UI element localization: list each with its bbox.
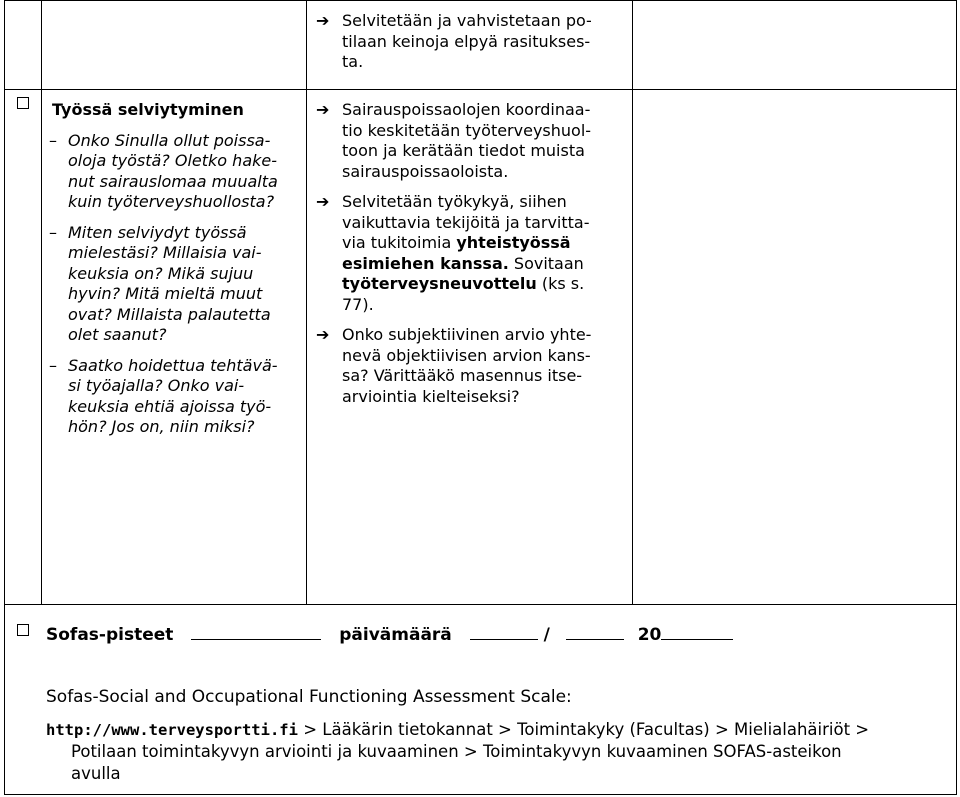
note-emphasis: työterveysneuvottelu	[342, 274, 537, 293]
date-month-field[interactable]	[566, 625, 624, 640]
note-text: via tukitoimia	[342, 233, 457, 252]
note-item	[316, 100, 628, 182]
year-field[interactable]	[661, 625, 733, 640]
question-item	[49, 223, 302, 346]
reference-line: avulla	[71, 764, 121, 783]
date-day-field[interactable]	[470, 625, 538, 640]
column-divider-3	[632, 0, 633, 604]
question-line: keuksia ehtiä ajoissa työ-	[68, 396, 272, 416]
top-note	[316, 11, 626, 73]
note-line: Selvitetään työkykyä, siihen	[342, 192, 567, 211]
dash-icon: –	[49, 222, 57, 242]
question-line: ovat? Millaista palautetta	[68, 304, 271, 324]
reference-line: Potilaan toimintakyvyn arviointi ja kuvaaminen > Toimintakyvyn kuvaaminen SOFAS-asteikon	[71, 742, 842, 761]
arrow-icon: ➔	[316, 100, 330, 119]
question-line: Miten selviydyt työssä	[68, 222, 247, 242]
note-line: arviointia kielteiseksi?	[342, 386, 520, 406]
question-item	[49, 131, 302, 213]
year-prefix: 20	[637, 625, 662, 645]
question-line: oloja työstä? Oletko hake-	[68, 151, 278, 170]
top-note-line: ta.	[342, 52, 364, 71]
dash-icon: –	[49, 355, 57, 375]
date-label: päivämäärä	[339, 625, 452, 645]
section1-title: Työssä selviytyminen	[52, 100, 244, 119]
sofas-score-row	[46, 624, 946, 646]
question-line: kuin työterveyshuollosta?	[68, 192, 275, 211]
column-divider-2	[306, 0, 307, 604]
reference-url[interactable]: http://www.terveysportti.fi	[46, 721, 298, 739]
note-line: toon ja kerätään tiedot muista	[342, 141, 585, 160]
section1-checkbox[interactable]	[17, 97, 29, 109]
reference-path	[46, 719, 951, 785]
question-line: olet saanut?	[68, 325, 167, 344]
note-emphasis: yhteistyössä	[456, 233, 571, 252]
top-note-line: tilaan keinoja elpyä rasitukses-	[342, 31, 591, 51]
note-line: 77).	[342, 294, 374, 314]
reference-text: > Lääkärin tietokannat > Toimintakyky (Facultas) > Mielialahäiriöt >	[297, 720, 870, 739]
column-divider-1	[41, 0, 42, 604]
question-item	[49, 356, 302, 438]
top-note-line: Selvitetään ja vahvistetaan po-	[342, 11, 592, 30]
question-line: si työajalla? Onko vai-	[68, 376, 245, 395]
note-text: (ks s.	[536, 274, 585, 293]
arrow-icon: ➔	[316, 11, 330, 30]
note-line: tio keskitetään työterveyshuol-	[342, 120, 592, 140]
sofas-score-label: Sofas-pisteet	[46, 625, 174, 645]
note-line	[342, 274, 628, 295]
note-item	[316, 192, 628, 315]
row-divider-1	[4, 89, 957, 90]
note-line: Sairauspoissaolojen koordinaa-	[342, 100, 591, 119]
note-line: sairauspoissaoloista.	[342, 161, 509, 181]
question-line: Saatko hoidettua tehtävä-	[68, 355, 278, 375]
question-line: keuksia on? Mikä sujuu	[68, 263, 254, 283]
note-text: Sovitaan	[508, 253, 584, 273]
note-line: sa? Värittääkö masennus itse-	[342, 366, 583, 385]
sofas-score-field[interactable]	[191, 625, 321, 640]
question-line: nut sairauslomaa muualta	[68, 171, 278, 191]
section1-notes	[316, 100, 628, 407]
date-separator: /	[543, 625, 550, 645]
note-line: Onko subjektiivinen arvio yhte-	[342, 325, 592, 344]
scale-name: Sofas-Social and Occupational Functioning Assessment Scale:	[46, 687, 572, 707]
row-divider-2	[4, 604, 957, 605]
note-emphasis: esimiehen kanssa.	[342, 253, 509, 273]
section1-questions	[49, 100, 302, 438]
note-line	[342, 254, 628, 275]
note-line: nevä objektiivisen arvion kans-	[342, 345, 591, 365]
reference-line	[46, 719, 951, 741]
arrow-icon: ➔	[316, 325, 330, 344]
question-line: hyvin? Mitä mieltä muut	[68, 284, 263, 303]
question-line: mielestäsi? Millaisia vai-	[68, 243, 262, 262]
question-line: Onko Sinulla ollut poissa-	[68, 130, 271, 150]
question-line: hön? Jos on, niin miksi?	[68, 417, 255, 436]
note-item	[316, 325, 628, 407]
section2-checkbox[interactable]	[17, 624, 29, 636]
dash-icon: –	[49, 130, 57, 150]
note-line: vaikuttavia tekijöitä ja tarvitta-	[342, 212, 590, 232]
note-line	[342, 233, 628, 254]
arrow-icon: ➔	[316, 192, 330, 211]
